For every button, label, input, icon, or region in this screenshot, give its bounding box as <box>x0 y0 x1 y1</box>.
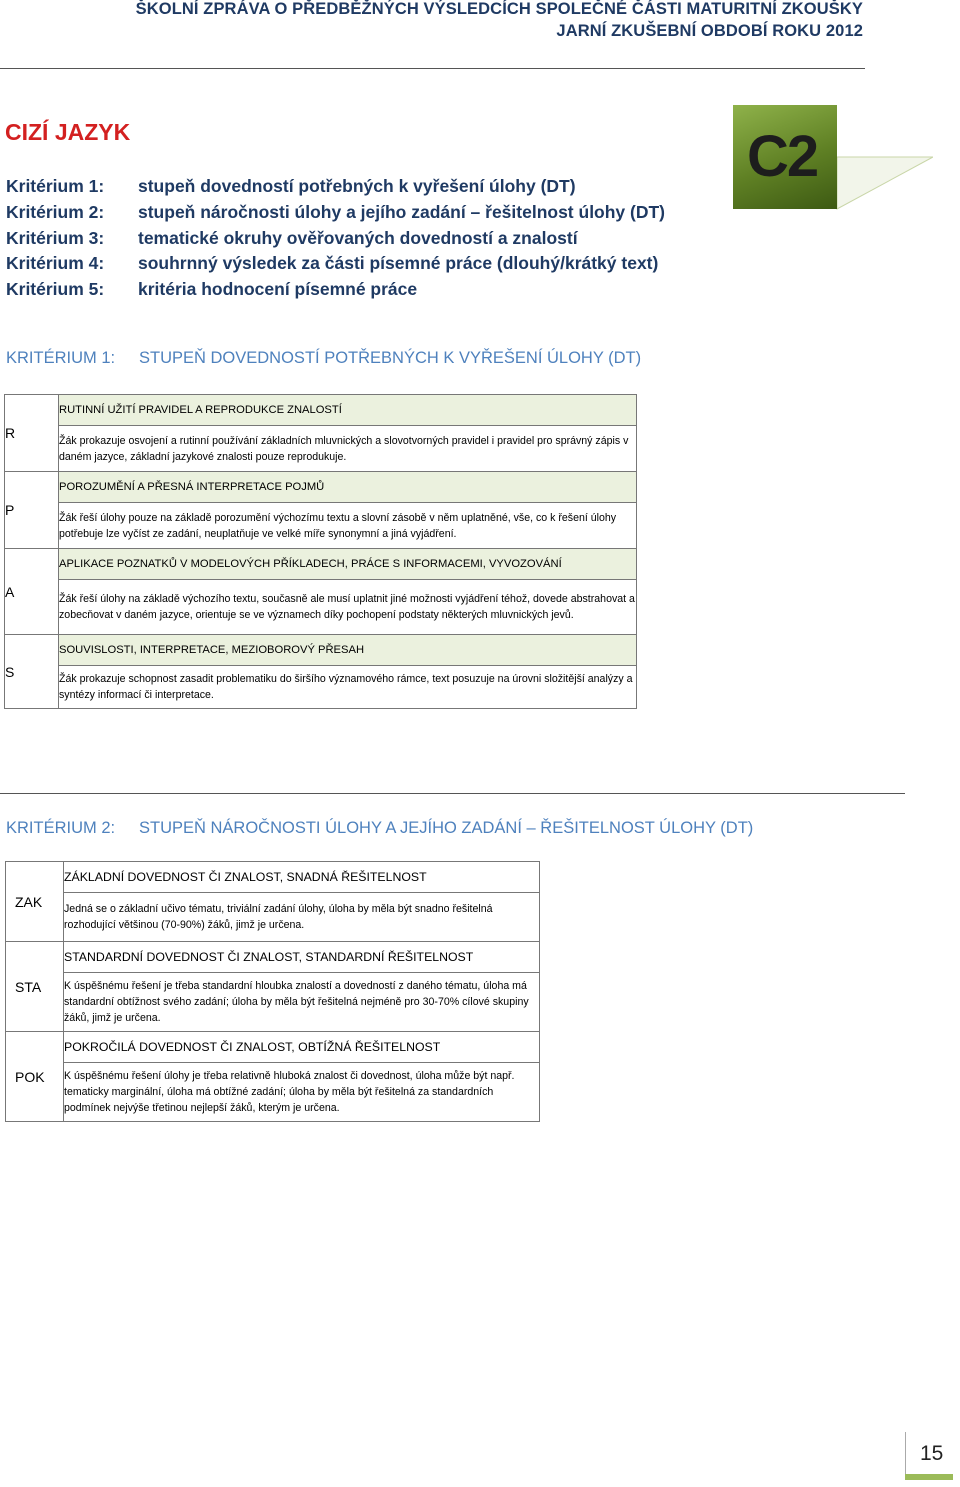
page-number-accent <box>905 1474 953 1480</box>
level-description: K úspěšnému řešení úlohy je třeba relativně hluboká znalost či dovednost, úloha může být např. tematicky marginální, úloha má obtížné zadání; úloha by měla být řešitelná za standardních podmínek nejvýše třetinou nejlepší žáků, kterým je určena. <box>64 1063 540 1122</box>
criterion-item <box>6 253 665 279</box>
level-description: Žák řeší úlohy pouze na základě porozumění výchozímu textu a slovní zásobě v něm uplatněné, vše, co k řešení úlohy potřebuje lze vyčíst ze zadání, neuplatňuje ve velké míře synonymní a jiná vyjádření. <box>59 503 637 549</box>
table-row <box>5 635 637 666</box>
level-heading: RUTINNÍ UŽITÍ PRAVIDEL A REPRODUKCE ZNALOSTÍ <box>59 395 637 426</box>
level-code: STA <box>6 942 64 1032</box>
section-divider <box>0 793 905 794</box>
criterion2-table <box>5 861 540 1122</box>
level-description: Jedná se o základní učivo tématu, triviální zadání úlohy, úloha by měla být snadno řešitelná rozhodující většinou (70-90%) žáků, jimž je určena. <box>64 893 540 942</box>
table-row <box>5 395 637 426</box>
level-code: ZAK <box>6 862 64 942</box>
table-row <box>5 666 637 709</box>
section1-label: KRITÉRIUM 1: <box>6 349 116 367</box>
level-heading: APLIKACE POZNATKŮ V MODELOVÝCH PŘÍKLADECH, PRÁCE S INFORMACEMI, VYVOZOVÁNÍ <box>59 549 637 580</box>
table-row <box>6 862 540 893</box>
level-badge-text: C2 <box>747 124 818 189</box>
criterion-text: stupeň náročnosti úlohy a jejího zadání – řešitelnost úlohy (DT) <box>138 201 666 222</box>
criterion-label: Kritérium 4: <box>6 253 105 274</box>
level-code: A <box>5 549 59 635</box>
table-row <box>6 973 540 1032</box>
level-description: Žák prokazuje schopnost zasadit problematiku do širšího významového rámce, text posuzuje na úrovni složitější analýzy a syntézy informací či interpretace. <box>59 666 637 709</box>
criterion-item <box>6 279 665 305</box>
criterion-item <box>6 176 665 202</box>
level-heading: POKROČILÁ DOVEDNOST ČI ZNALOST, OBTÍŽNÁ ŘEŠITELNOST <box>64 1032 540 1063</box>
criterion-label: Kritérium 1: <box>6 176 105 196</box>
criterion-item <box>6 228 665 254</box>
criterion-item <box>6 202 665 228</box>
section1-heading: STUPEŇ DOVEDNOSTÍ POTŘEBNÝCH K VYŘEŠENÍ ÚLOHY (DT) <box>139 349 642 367</box>
level-description: K úspěšnému řešení je třeba standardní hloubka znalostí a dovedností z daného tématu, úloha má standardní obtížnost svého zadání; úloha by měla být řešitelná nejméně pro 30-70% cílové skupiny žáků, jimž je určena. <box>64 973 540 1032</box>
table-row <box>6 893 540 942</box>
section2-heading: STUPEŇ NÁROČNOSTI ÚLOHY A JEJÍHO ZADÁNÍ – ŘEŠITELNOST ÚLOHY (DT) <box>139 819 754 837</box>
level-heading: SOUVISLOSTI, INTERPRETACE, MEZIOBOROVÝ PŘESAH <box>59 635 637 666</box>
table-row <box>5 426 637 472</box>
criterion-label: Kritérium 2: <box>6 201 105 222</box>
criterion-label: Kritérium 3: <box>6 227 105 248</box>
level-description: Žák prokazuje osvojení a rutinní používání základních mluvnických a slovotvorných pravidel i pravidel pro správný zápis v daném jazyce, základní jazykové znalosti pouze reprodukuje. <box>59 426 637 472</box>
level-description: Žák řeší úlohy na základě výchozího textu, současně ale musí uplatnit jiné možnosti vyjádření téhož, dovede abstrahovat a zobecňovat v daném jazyce, orientuje se ve významech díky pochopení podstaty některých mluvnických jevů. <box>59 580 637 635</box>
criterion-label: Kritérium 5: <box>6 279 105 300</box>
criterion-text: stupeň dovedností potřebných k vyřešení úlohy (DT) <box>138 176 576 196</box>
table-row <box>6 1063 540 1122</box>
table-row <box>6 942 540 973</box>
criterion-text: tematické okruhy ověřovaných dovedností a znalostí <box>138 227 578 248</box>
header-divider <box>0 68 865 69</box>
level-heading: POROZUMĚNÍ A PŘESNÁ INTERPRETACE POJMŮ <box>59 472 637 503</box>
level-heading: ZÁKLADNÍ DOVEDNOST ČI ZNALOST, SNADNÁ ŘEŠITELNOST <box>64 862 540 893</box>
page-number: 15 <box>920 1442 944 1465</box>
section2-label: KRITÉRIUM 2: <box>6 819 116 837</box>
level-badge <box>733 105 837 209</box>
subject-title: CIZÍ JAZYK <box>5 119 131 145</box>
table-row <box>5 503 637 549</box>
section1-title <box>6 349 641 368</box>
table-row <box>5 549 637 580</box>
criterion1-table <box>4 394 637 709</box>
level-code: S <box>5 635 59 709</box>
level-code: R <box>5 395 59 472</box>
criteria-list <box>6 176 665 305</box>
table-row <box>6 1032 540 1063</box>
table-row <box>5 472 637 503</box>
report-title-line1: ŠKOLNÍ ZPRÁVA O PŘEDBĚŽNÝCH VÝSLEDCÍCH SPOLEČNÉ ČÁSTI MATURITNÍ ZKOUŠKY <box>135 0 863 18</box>
level-logo <box>733 105 933 215</box>
criterion-text: kritéria hodnocení písemné práce <box>138 279 418 300</box>
table-row <box>5 580 637 635</box>
level-heading: STANDARDNÍ DOVEDNOST ČI ZNALOST, STANDARDNÍ ŘEŠITELNOST <box>64 942 540 973</box>
level-code: POK <box>6 1032 64 1122</box>
report-title-line2: JARNÍ ZKUŠEBNÍ OBDOBÍ ROKU 2012 <box>556 22 863 40</box>
criterion-text: souhrnný výsledek za části písemné práce (dlouhý/krátký text) <box>138 253 659 274</box>
level-code: P <box>5 472 59 549</box>
section2-title <box>6 819 753 838</box>
